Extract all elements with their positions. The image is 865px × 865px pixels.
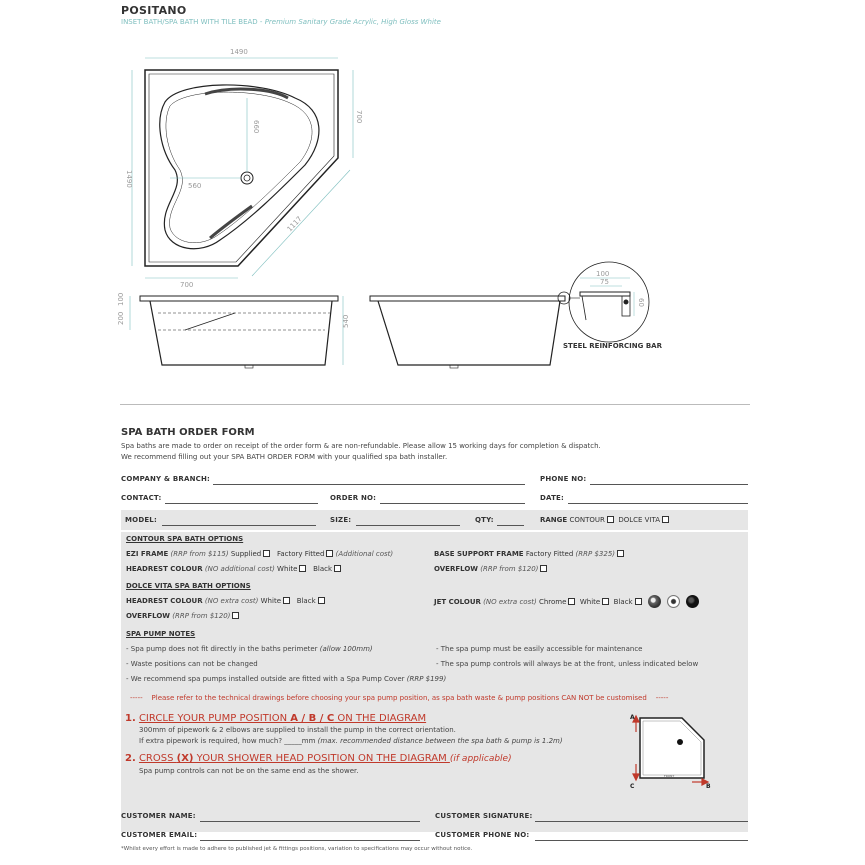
contact-field[interactable] — [165, 503, 318, 504]
pump-warning — [130, 694, 668, 702]
step-2-text-c: YOUR SHOWER HEAD POSITION ON THE DIAGRAM — [193, 753, 450, 764]
customer-signature-label: CUSTOMER SIGNATURE: — [435, 812, 533, 820]
contour-headrest-black-checkbox[interactable] — [334, 565, 341, 572]
phone-field[interactable] — [590, 484, 748, 485]
contour-overflow-price: (RRP from $120) — [480, 565, 539, 573]
warning-dashes-right: ----- — [655, 694, 669, 702]
range-dolce-label: DOLCE VITA — [618, 516, 661, 524]
jet-colour-price: (NO extra cost) — [483, 598, 537, 606]
jet-white-checkbox[interactable] — [602, 598, 609, 605]
contour-headrest-price: (NO additional cost) — [204, 565, 275, 573]
customer-name-label: CUSTOMER NAME: — [121, 812, 196, 820]
range-dolce-checkbox[interactable] — [662, 516, 669, 523]
diagram-position-c[interactable]: C — [630, 783, 635, 790]
plan-view — [145, 70, 338, 266]
section-divider — [120, 404, 750, 405]
model-label: MODEL: — [125, 516, 157, 524]
step-1-note-2-max: (max. recommended distance between the spa bath & pump is 1.2m) — [317, 737, 563, 745]
dim-bottom-left: 700 — [180, 281, 194, 289]
dim-detail-w2: 75 — [600, 278, 609, 286]
jet-colour-row — [434, 595, 699, 608]
step-1-note-2-text: If extra pipework is required, how much? _____mm — [139, 737, 318, 745]
jet-chrome-checkbox[interactable] — [568, 598, 575, 605]
customer-phone-label: CUSTOMER PHONE NO: — [435, 831, 530, 839]
jet-black-swatch-icon — [686, 595, 699, 608]
pump-note-5: - The spa pump controls will always be at the front, unless indicated below — [436, 660, 699, 668]
ezi-frame-price: (RRP from $115) — [170, 550, 229, 558]
customer-email-label: CUSTOMER EMAIL: — [121, 831, 198, 839]
dolce-headrest-price: (NO extra cost) — [204, 597, 259, 605]
step-1-text-a: CIRCLE YOUR PUMP POSITION — [138, 713, 291, 724]
size-label: SIZE: — [330, 516, 352, 524]
diagram-front-label: FRONT — [664, 774, 675, 778]
step-1-note-2 — [139, 737, 563, 745]
form-title: SPA BATH ORDER FORM — [121, 427, 255, 438]
dolce-headrest-black-checkbox[interactable] — [318, 597, 325, 604]
order-label: ORDER NO: — [330, 494, 377, 502]
date-label: DATE: — [540, 494, 565, 502]
jet-white-label: White — [579, 598, 601, 606]
contour-headrest-row — [126, 565, 341, 573]
dim-top-width: 1490 — [230, 48, 248, 56]
step-2-cross: (X) — [176, 753, 194, 764]
step-2-applicable: (if applicable) — [449, 754, 512, 764]
diagram-position-b[interactable]: B — [706, 783, 711, 790]
technical-drawing — [110, 40, 670, 380]
jet-chrome-swatch-icon — [648, 595, 661, 608]
size-field[interactable] — [356, 525, 460, 526]
step-1-positions: A / B / C — [290, 713, 335, 724]
dim-rim-b: 100 — [117, 292, 125, 306]
model-field[interactable] — [162, 525, 316, 526]
pump-notes-title: SPA PUMP NOTES — [126, 630, 196, 638]
dim-detail-h: 60 — [637, 298, 645, 307]
contour-options-title: CONTOUR SPA BATH OPTIONS — [126, 535, 244, 543]
dim-diagonal: 1117 — [285, 214, 304, 234]
range-row — [540, 516, 669, 524]
dim-left-height: 1490 — [125, 170, 133, 188]
side-view-left — [140, 296, 338, 368]
ezi-additional-cost: (Additional cost) — [335, 550, 394, 558]
customer-name-field[interactable] — [200, 821, 420, 822]
ezi-supplied-label: Supplied — [230, 550, 262, 558]
jet-white-swatch-icon — [667, 595, 680, 608]
base-support-checkbox[interactable] — [617, 550, 624, 557]
dolce-overflow-label: OVERFLOW — [126, 612, 171, 620]
company-label: COMPANY & BRANCH: — [121, 475, 211, 483]
step-1-number: 1. — [125, 713, 136, 724]
base-support-label: BASE SUPPORT FRAME — [434, 550, 524, 558]
pump-note-3 — [126, 675, 446, 683]
pump-note-1-text: - Spa pump does not fit directly in the baths perimeter — [126, 645, 320, 653]
contact-label: CONTACT: — [121, 494, 162, 502]
base-support-price: (RRP $325) — [575, 550, 615, 558]
step-2-heading — [125, 753, 512, 764]
ezi-frame-label: EZI FRAME — [126, 550, 169, 558]
dim-inner-vertical: 660 — [252, 120, 260, 134]
phone-label: PHONE NO: — [540, 475, 587, 483]
customer-signature-field[interactable] — [535, 821, 748, 822]
jet-chrome-label: Chrome — [538, 598, 567, 606]
step-2-number: 2. — [125, 753, 136, 764]
jet-colour-label: JET COLOUR — [434, 598, 481, 606]
jet-black-checkbox[interactable] — [635, 598, 642, 605]
jet-black-label: Black — [613, 598, 633, 606]
dolce-overflow-price: (RRP from $120) — [172, 612, 231, 620]
step-2-note: Spa pump controls can not be on the same end as the shower. — [139, 767, 359, 775]
step-1-text-c: ON THE DIAGRAM — [334, 713, 427, 724]
dolce-headrest-white-label: White — [260, 597, 281, 605]
range-contour-label: CONTOUR — [569, 516, 605, 524]
intro-line-2: We recommend filling out your SPA BATH ORDER FORM with your qualified spa bath installer. — [121, 453, 448, 461]
dim-inner-horizontal: 560 — [188, 182, 202, 190]
page-title: POSITANO — [121, 4, 187, 17]
date-field[interactable] — [568, 503, 748, 504]
steel-bar-label: STEEL REINFORCING BAR — [563, 342, 662, 350]
contour-headrest-white-label: White — [277, 565, 298, 573]
company-field[interactable] — [213, 484, 525, 485]
dolce-overflow-checkbox[interactable] — [232, 612, 239, 619]
step-1-heading — [125, 713, 426, 724]
diagram-position-a[interactable]: A — [630, 714, 635, 721]
range-label: RANGE — [540, 516, 568, 524]
dim-side-depth: 540 — [342, 314, 350, 328]
dimension-lines — [132, 58, 353, 278]
pump-note-3-text: - We recommend spa pumps installed outside are fitted with a Spa Pump Cover — [126, 675, 407, 683]
footnote: *Whilst every effort is made to adhere to published jet & fittings positions, variation to specifications may occur without notice. — [121, 846, 473, 852]
dolce-headrest-row — [126, 597, 325, 605]
warning-dashes-left: ----- — [130, 694, 143, 702]
qty-label: QTY: — [475, 516, 494, 524]
warning-text: Please refer to the technical drawings before choosing your spa pump position, as spa bath waste & pump positions CAN NOT be customised — [151, 694, 647, 702]
range-contour-checkbox[interactable] — [607, 516, 614, 523]
customer-phone-field[interactable] — [535, 840, 748, 841]
contour-overflow-row — [434, 565, 547, 573]
ezi-supplied-checkbox[interactable] — [263, 550, 270, 557]
contour-headrest-label: HEADREST COLOUR — [126, 565, 203, 573]
subtitle-material: Premium Sanitary Grade Acrylic, High Gloss White — [264, 18, 441, 26]
dolce-headrest-label: HEADREST COLOUR — [126, 597, 203, 605]
contour-headrest-white-checkbox[interactable] — [299, 565, 306, 572]
side-view-right — [370, 296, 565, 368]
subtitle-text: INSET BATH/SPA BATH WITH TILE BEAD - — [121, 18, 265, 26]
diagram-bath-outline — [640, 718, 704, 778]
dolce-overflow-row — [126, 612, 239, 620]
step-2-text-a: CROSS — [138, 753, 177, 764]
pump-note-3-price: (RRP $199) — [406, 675, 447, 683]
dim-right-side: 700 — [355, 110, 363, 124]
pump-position-diagram[interactable] — [628, 712, 714, 790]
dim-rim-a: 200 — [117, 311, 125, 325]
base-support-row — [434, 550, 624, 558]
pump-note-1 — [126, 645, 373, 653]
pump-note-1-allow: (allow 100mm) — [319, 645, 373, 653]
pump-note-4: - The spa pump must be easily accessible for maintenance — [436, 645, 643, 653]
page-subtitle — [121, 18, 441, 26]
pump-note-2: - Waste positions can not be changed — [126, 660, 258, 668]
qty-field[interactable] — [497, 525, 524, 526]
contour-overflow-checkbox[interactable] — [540, 565, 547, 572]
customer-email-field[interactable] — [200, 840, 420, 841]
intro-line-1: Spa baths are made to order on receipt of the order form & are non-refundable. Please allow 15 working days for completion & dispatch. — [121, 442, 601, 450]
base-support-option: Factory Fitted — [525, 550, 574, 558]
dim-detail-w1: 100 — [596, 270, 610, 278]
contour-headrest-black-label: Black — [313, 565, 333, 573]
order-field[interactable] — [380, 503, 525, 504]
ezi-frame-row — [126, 550, 393, 558]
step-1-note-1: 300mm of pipework & 2 elbows are supplied to install the pump in the correct orientation. — [139, 726, 456, 734]
ezi-factory-label: Factory Fitted — [276, 550, 325, 558]
dolce-headrest-white-checkbox[interactable] — [283, 597, 290, 604]
ezi-factory-checkbox[interactable] — [326, 550, 333, 557]
contour-overflow-label: OVERFLOW — [434, 565, 479, 573]
dolce-headrest-black-label: Black — [296, 597, 316, 605]
dolce-options-title: DOLCE VITA SPA BATH OPTIONS — [126, 582, 251, 590]
